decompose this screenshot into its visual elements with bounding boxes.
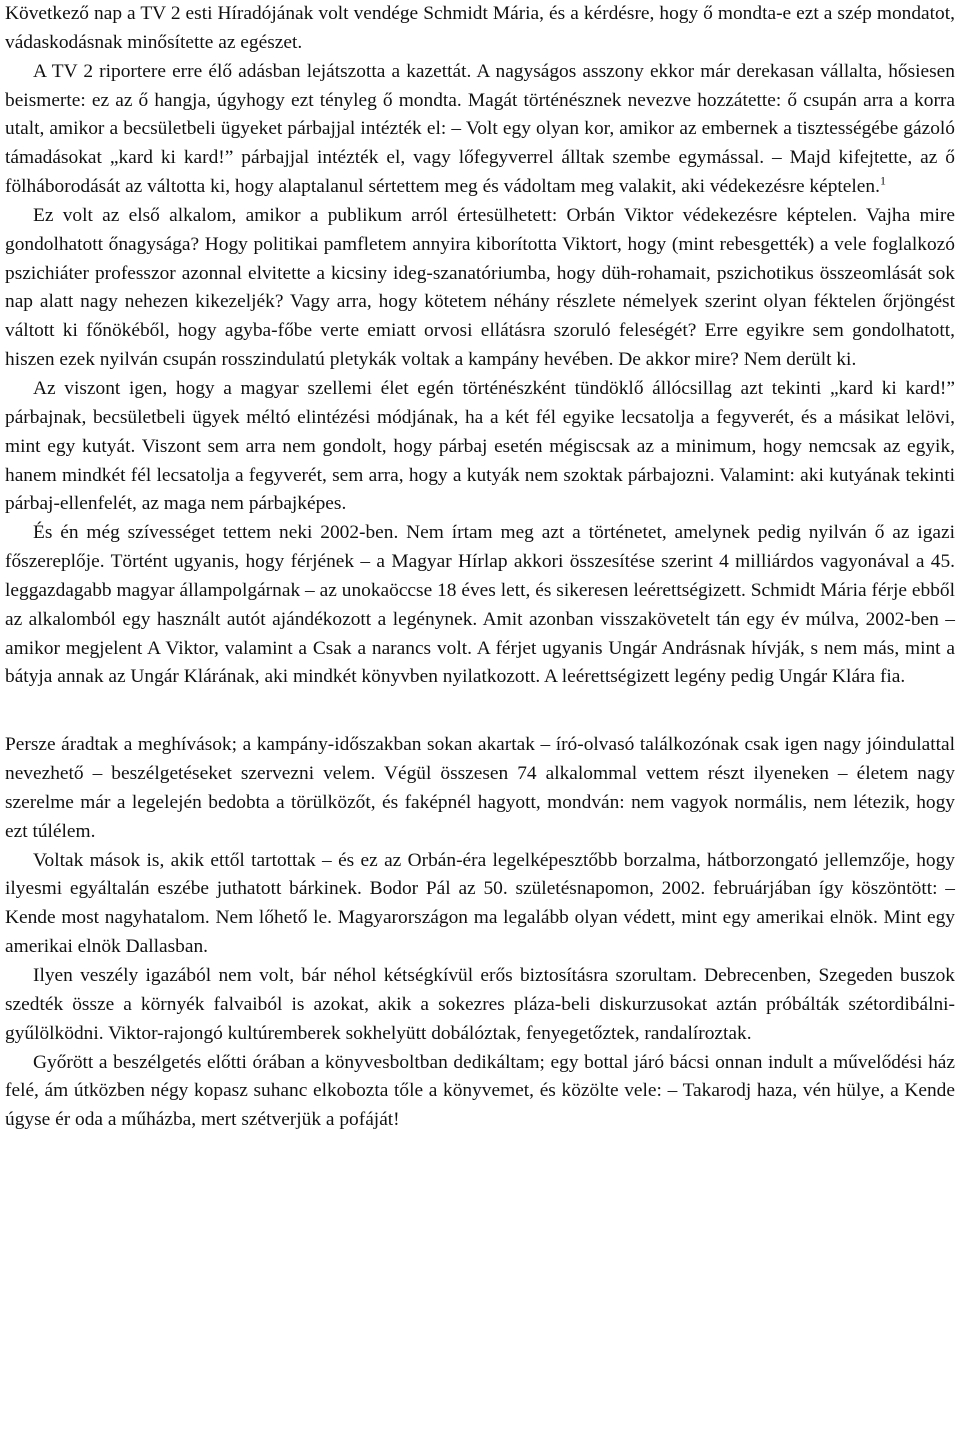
paragraph: Az viszont igen, hogy a magyar szellemi élet egén történészként tündöklő állócsillag azt tekinti „kard ki kard!” párbajnak, becsületbeli ügyek méltó elintézési módjának, ha a két fél egyike lecsatolja a fegyverét, és a másikat lelövi, mint egy kutyát. Viszont sem arra nem gondolt, hogy párbaj esetén mégiscsak az a minimum, hogy nemcsak az egyik, hanem mindkét fél lecsatolja a fegyverét, sem arra, hogy a kutyák nem szoktak párbajozni. Valamint: aki kutyának tekinti párbaj-ellenfelét, az maga nem párbajképes.: [5, 377, 955, 515]
paragraph: Ez volt az első alkalom, amikor a publikum arról értesülhetett: Orbán Viktor védekezésre képtelen. Vajha mire gondolhatott őnagysága? Hogy politikai pamfletem annyira kiborította Viktort, hogy (mint rebesgették) a vele foglalkozó pszichiáter professzor azonnal elvitette a kicsiny ideg-szanatóriumba, hogy düh-rohamait, pszichotikus összeomlását sok nap alatt nagy nehezen kikezelјék? Vagy arra, hogy kötetem néhány részlete némelyek szerint olyan féktelen őrjöngést váltott ki főnökéből, hogy agyba-főbe verte emiatt orvosi ellátásra szoruló feleségét? Erre egyikre sem gondolhatott, hiszen ezek nyilván csupán rosszindulatú pletykák voltak a kampány hevében. De akkor mire? Nem derült ki.: [5, 204, 955, 371]
paragraph: Ilyen veszély igazából nem volt, bár néhol kétségkívül erős biztosításra szorultam. Debrecenben, Szegeden buszok szedték össze a környék falvaiból is azokat, akik a sokezres pláza-beli diskurzusokat aztán próbálták szétordibálni-gyűlölködni. Viktor-rajongó kultúremberek sokhelyütt dobálóztak, fenyegetőztek, randalíroztak.: [5, 965, 955, 1044]
section-gap: [5, 692, 955, 731]
paragraph: És én még szívességet tettem neki 2002-ben. Nem írtam meg azt a történetet, amelynek pedig nyilván ő az igazi főszereplője. Történt ugyanis, hogy férjének – a Magyar Hírlap akkori összesítése szerint 4 milliárdos vagyonával a 45. leggazdagabb magyar állampolgárnak – az unokaöccse 18 éves lett, és sikeresen leérettségizett. Schmidt Mária férje ebből az alkalomból egy használt autót ajándékozott a legénynek. Amit azonban visszakövetelt tán egy év múlva, 2002-ben – amikor megjelent A Viktor, valamint a Csak a narancs volt. A férjet ugyanis Ungár Andrásnak hívják, s nem más, mint a bátyja annak az Ungár Klárának, aki mindkét könyvben nyilatkozott. A leérettségizett legény pedig Ungár Klára fia.: [5, 522, 955, 688]
paragraph: Következő nap a TV 2 esti Híradójának volt vendége Schmidt Mária, és a kérdésre, hogy ő mondta-e ezt a szép mondatot, vádaskodásnak minősítette az egészet.: [5, 3, 955, 53]
paragraph: Voltak mások is, akik ettől tartottak – és ez az Orbán-éra legelképesztőbb borzalma, hátborzongató jellemzője, hogy ilyesmi egyáltalán eszébe juthatott bárkinek. Bodor Pál az 50. születésnapomon, 2002. februárjában így köszöntött: – Kende most nagyhatalom. Nem lőhető le. Magyarországon ma legalább olyan védett, mint egy amerikai elnök. Mint egy amerikai elnök Dallasban.: [5, 849, 955, 958]
paragraph: Győrött a beszélgetés előtti órában a könyvesboltban dedikáltam; egy bottal járó bácsi onnan indult a művelődési ház felé, ám útközben négy kopasz suhanc elkobozta tőle a könyvemet, és közölte vele: – Takarodj haza, vén hülye, a Kende úgyse ér oda a műházba, mert szétverjük a pofáját!: [5, 1051, 955, 1131]
paragraph-text: A TV 2 riportere erre élő adásban lejátszotta a kazettát. A nagyságos asszony ekkor már derekasan vállalta, hősiesen beismerte: ez az ő hangja, úgyhogy ezt tényleg ő mondta. Magát történésznek nevezve hozzátette: ő csupán arra a korra utalt, amikor a becsületbeli ügyeket párbajjal intézték el: – Volt egy olyan kor, amikor az embernek a tisztességébe gázoló támadásokat „kard ki kard!” párbajjal intézték el, vagy lőfegyverrel álltak szembe egymással. – Majd kifejtette, az ő fölháborodását az váltotta ki, hogy alaptalanul sértettem meg és vádoltam meg valakit, aki védekezésre képtelen.: [5, 60, 955, 198]
document-page: [5, 0, 955, 1135]
footnote-marker: 1: [879, 173, 886, 188]
paragraph: Persze áradtak a meghívások; a kampány-időszakban sokan akartak – író-olvasó találkozónak csak igen nagy jóindulattal nevezhető – beszélgetéseket szervezni velem. Végül összesen 74 alkalommal vettem részt ilyeneken – életem nagy szerelme már a legelején bedobta a törülközőt, és faképnél hagyott, mondván: nem vagyok normális, nem létezik, hogy ezt túlélem.: [5, 734, 955, 842]
paragraph: [5, 58, 955, 202]
